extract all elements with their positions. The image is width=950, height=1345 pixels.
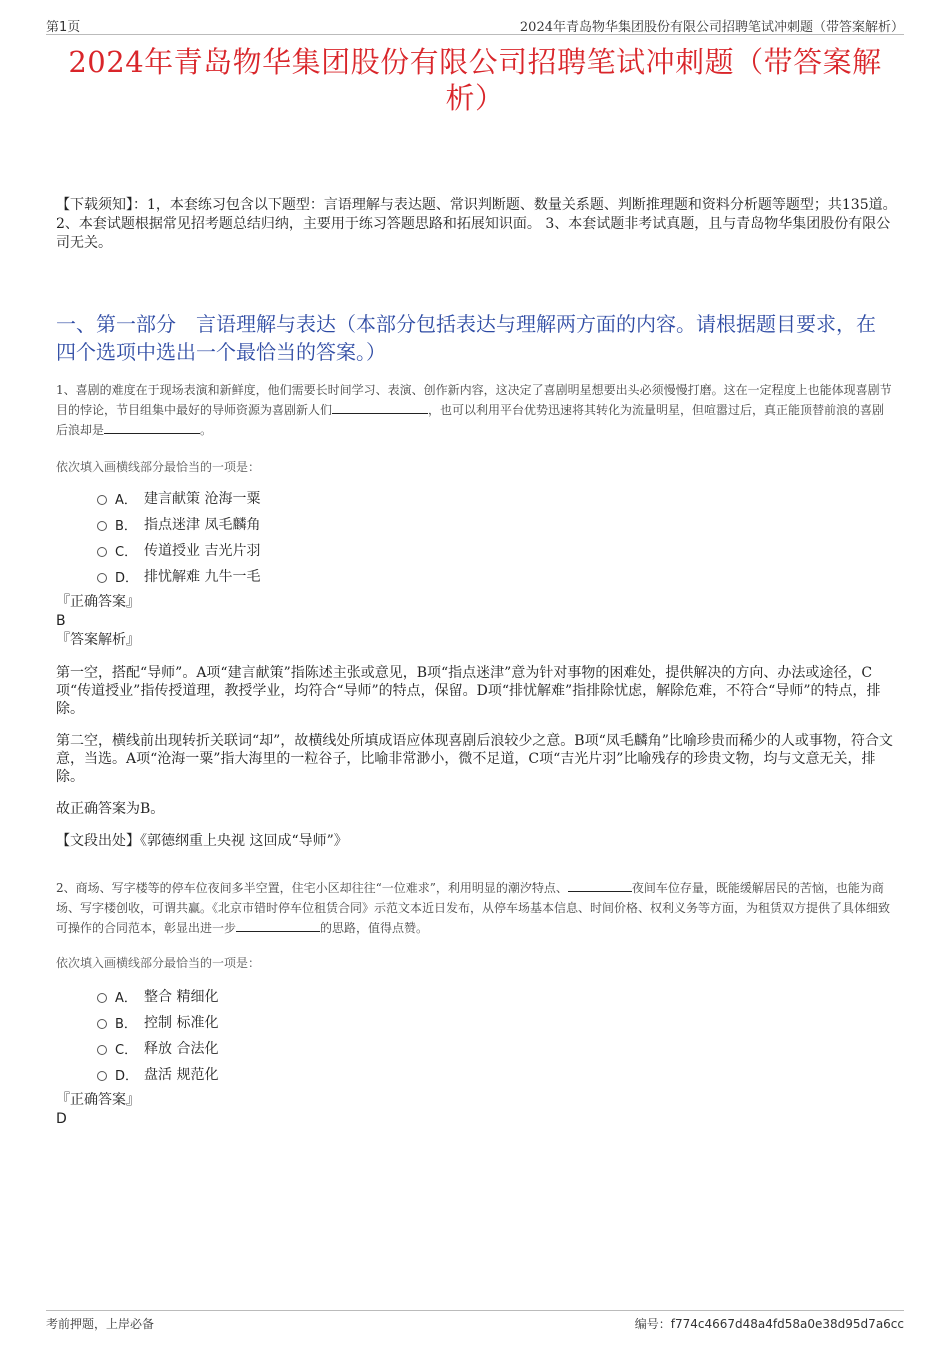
radio-icon[interactable] bbox=[97, 1019, 107, 1029]
option-letter: C． bbox=[115, 1043, 138, 1058]
source-citation: 【文段出处】《郭德纲重上央视 这回成“导师”》 bbox=[56, 833, 348, 849]
radio-icon[interactable] bbox=[97, 993, 107, 1003]
option-letter: B． bbox=[115, 1017, 137, 1032]
answer-value: B bbox=[56, 613, 66, 629]
blank-1 bbox=[332, 401, 428, 414]
footer-code bbox=[635, 1315, 904, 1332]
page-footer bbox=[46, 1310, 904, 1335]
option-b[interactable] bbox=[56, 513, 894, 539]
blank-2 bbox=[236, 919, 320, 932]
question-2-prompt: 依次填入画横线部分最恰当的一项是： bbox=[56, 956, 261, 970]
question-1-prompt: 依次填入画横线部分最恰当的一项是： bbox=[56, 460, 261, 474]
question-2-text-part3: 的思路，值得点赞。 bbox=[320, 921, 429, 935]
option-letter: A． bbox=[115, 991, 137, 1006]
blank-1 bbox=[568, 879, 632, 892]
header-doc-title: 2024年青岛物华集团股份有限公司招聘笔试冲刺题（带答案解析） bbox=[519, 20, 904, 35]
question-2 bbox=[56, 878, 894, 1129]
question-1-text-part3: 。 bbox=[200, 423, 213, 437]
option-c[interactable] bbox=[56, 1037, 894, 1063]
option-b[interactable] bbox=[56, 1011, 894, 1037]
document-title: 2024年青岛物华集团股份有限公司招聘笔试冲刺题（带答案解析） bbox=[68, 45, 882, 115]
option-a[interactable] bbox=[56, 985, 894, 1011]
analysis-para-2: 第二空，横线前出现转折关联词“却”，故横线处所填成语应体现喜剧后浪较少之意。B项“凤毛麟角”比喻珍贵而稀少的人或事物，符合文意，当选。A项“沧海一粟”指大海里的一粒谷子，比喻非常渺小，微不足道，C项“吉光片羽”比喻残存的珍贵文物，均与文意无关，排除。 bbox=[56, 733, 893, 785]
section-heading: 一、第一部分 言语理解与表达（本部分包括表达与理解两方面的内容。请根据题目要求，在四个选项中选出一个最恰当的答案。） bbox=[56, 312, 876, 364]
option-d[interactable] bbox=[56, 1063, 894, 1089]
option-text: 整合 精细化 bbox=[144, 989, 219, 1005]
page-header bbox=[46, 14, 904, 35]
option-letter: C． bbox=[115, 545, 138, 560]
option-letter: D． bbox=[115, 1069, 139, 1084]
radio-icon[interactable] bbox=[97, 547, 107, 557]
footer-code-label: 编号： bbox=[634, 1317, 671, 1331]
analysis-para-1: 第一空，搭配“导师”。A项“建言献策”指陈述主张或意见，B项“指点迷津”意为针对事物的困难处，提供解决的方向、办法或途径，C项“传道授业”指传授道理，教授学业，均符合“导师”的特点，保留。D项“排忧解难”指排除忧虑，解除危难，不符合“导师”的特点，排除。 bbox=[56, 665, 881, 717]
question-1-options bbox=[56, 487, 894, 591]
page-number: 第1页 bbox=[46, 20, 81, 35]
option-text: 释放 合法化 bbox=[144, 1041, 219, 1057]
option-text: 指点迷津 凤毛麟角 bbox=[144, 517, 261, 533]
option-text: 盘活 规范化 bbox=[144, 1067, 219, 1083]
analysis-label: 『答案解析』 bbox=[56, 632, 140, 648]
answer-value: D bbox=[56, 1111, 67, 1127]
radio-icon[interactable] bbox=[97, 1071, 107, 1081]
question-2-text-part2: 夜间车位存量，既能缓解居民的苦恼，也能为商场、写字楼创收，可谓共赢。《北京市错时停车位租赁合同》示范文本近日发布，从停车场基本信息、时间价格、权利义务等方面，为租赁双方提供了具体细致可操作的合同范本，彰显出进一步 bbox=[56, 881, 891, 935]
option-letter: B． bbox=[115, 519, 137, 534]
question-1 bbox=[56, 380, 894, 850]
download-notice: 【下载须知】：1，本套练习包含以下题型：言语理解与表达题、常识判断题、数量关系题、判断推理题和资料分析题等题型；共135道。 2、本套试题根据常见招考题总结归纳，主要用于练习答题思路和拓展知识面。 3、本套试题非考试真题，且与青岛物华集团股份有限公司无关。 bbox=[56, 197, 897, 251]
footer-slogan: 考前押题，上岸必备 bbox=[46, 1317, 155, 1331]
question-2-text-part1: 2、商场、写字楼等的停车位夜间多半空置，住宅小区却往往“一位难求”，利用明显的潮汐特点、 bbox=[56, 881, 568, 895]
blank-2 bbox=[104, 421, 200, 434]
answer-label: 『正确答案』 bbox=[56, 1092, 140, 1108]
option-text: 建言献策 沧海一粟 bbox=[144, 491, 261, 507]
option-d[interactable] bbox=[56, 565, 894, 591]
radio-icon[interactable] bbox=[97, 521, 107, 531]
option-letter: A． bbox=[115, 493, 137, 508]
option-c[interactable] bbox=[56, 539, 894, 565]
option-letter: D． bbox=[115, 571, 139, 586]
option-text: 控制 标准化 bbox=[144, 1015, 219, 1031]
option-a[interactable] bbox=[56, 487, 894, 513]
radio-icon[interactable] bbox=[97, 495, 107, 505]
option-text: 传道授业 吉光片羽 bbox=[144, 543, 261, 559]
footer-code-value: f774c4667d48a4fd58a0e38d95d7a6cc bbox=[670, 1317, 904, 1331]
answer-label: 『正确答案』 bbox=[56, 594, 140, 610]
question-1-text-part1: 1、喜剧的难度在于现场表演和新鲜度，他们需要长时间学习、表演、创作新内容，这决定了喜剧明星想要出头必须慢慢打磨。这在一定程度上也能体现喜剧节目的悖论，节目组集中最好的导师资源为喜剧新人们 bbox=[56, 383, 892, 417]
radio-icon[interactable] bbox=[97, 573, 107, 583]
analysis-conclusion: 故正确答案为B。 bbox=[56, 801, 165, 817]
question-1-text bbox=[56, 380, 894, 440]
radio-icon[interactable] bbox=[97, 1045, 107, 1055]
question-2-options bbox=[56, 985, 894, 1089]
question-2-text bbox=[56, 878, 894, 938]
option-text: 排忧解难 九牛一毛 bbox=[144, 569, 261, 585]
question-1-text-part2: ，也可以利用平台优势迅速将其转化为流量明星，但喧嚣过后，真正能顶替前浪的喜剧后浪却是 bbox=[56, 403, 885, 437]
